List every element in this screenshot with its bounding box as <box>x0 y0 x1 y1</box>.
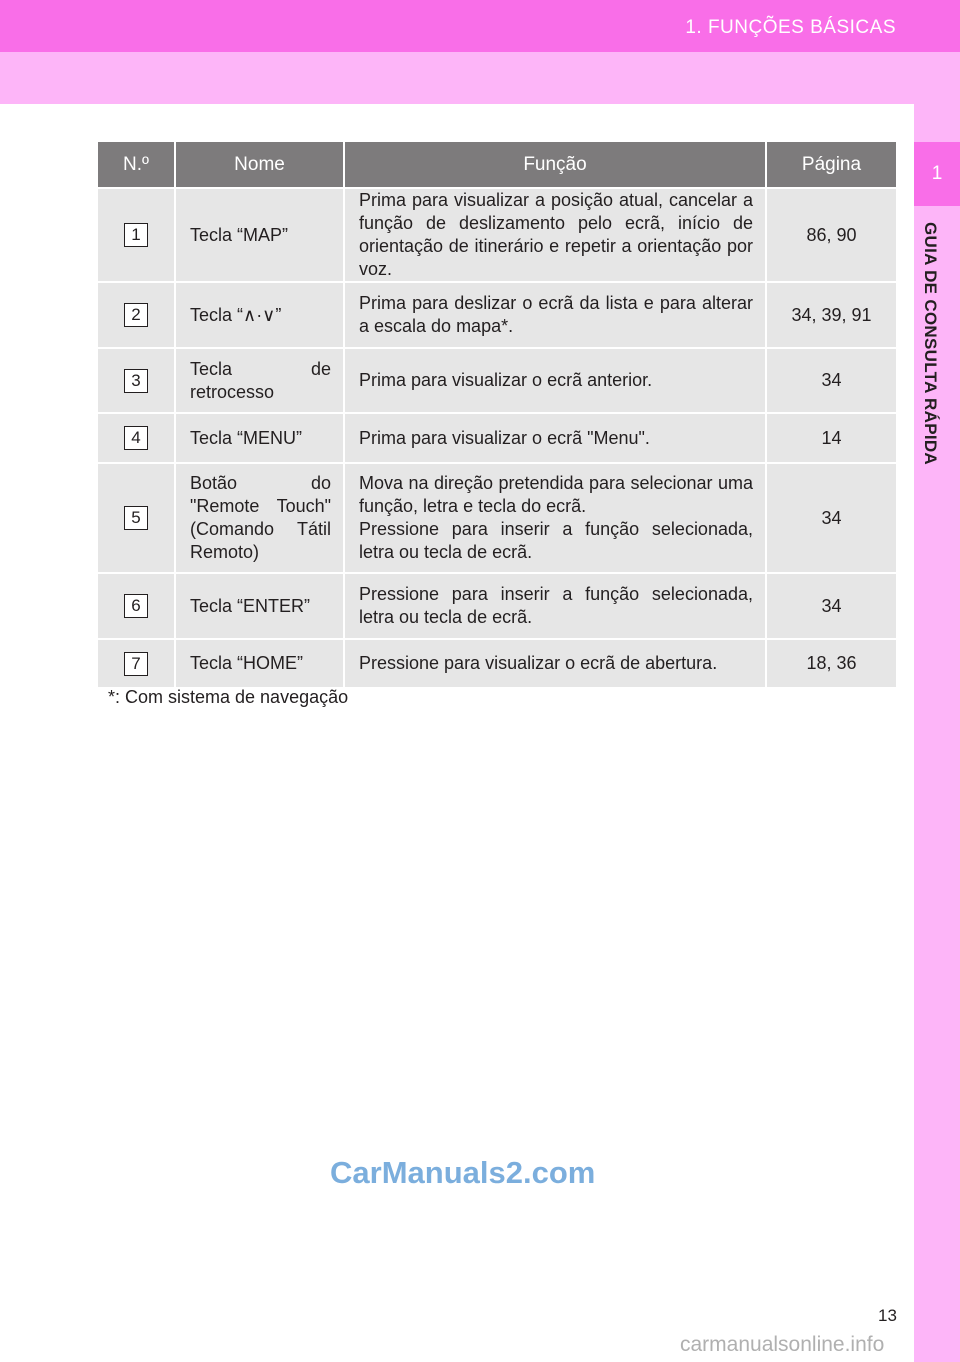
item-name: Tecla “∧·∨” <box>175 282 344 348</box>
table-row <box>97 463 897 573</box>
column-header-name: Nome <box>175 141 344 188</box>
item-function: Prima para visualizar a posição atual, cancelar a função de deslizamento pelo ecrã, início de orientação de itinerário e repetir a orientação por voz. <box>344 188 766 282</box>
table-row <box>97 573 897 639</box>
item-function: Pressione para inserir a função selecionada, letra ou tecla de ecrã. <box>344 573 766 639</box>
table-row <box>97 348 897 413</box>
item-name: Tecla “HOME” <box>175 639 344 688</box>
reference-table <box>96 140 898 689</box>
watermark: CarManuals2.com <box>330 1155 596 1190</box>
table-row <box>97 188 897 282</box>
item-page: 34 <box>766 348 897 413</box>
table-header-row <box>97 141 897 188</box>
item-number-box: 2 <box>124 303 148 327</box>
item-name: Botão do "Remote Touch" (Comando Tátil Remoto) <box>175 463 344 573</box>
footnote: *: Com sistema de navegação <box>108 687 349 707</box>
item-page: 34 <box>766 573 897 639</box>
item-function: Prima para visualizar o ecrã "Menu". <box>344 413 766 463</box>
table-row <box>97 282 897 348</box>
item-number-box: 4 <box>124 426 148 450</box>
item-name: Tecla “ENTER” <box>175 573 344 639</box>
item-number-box: 7 <box>124 652 148 676</box>
column-header-number: N.º <box>97 141 175 188</box>
table-row <box>97 639 897 688</box>
item-page: 18, 36 <box>766 639 897 688</box>
item-name: Tecla “MENU” <box>175 413 344 463</box>
page-number: 13 <box>878 1306 897 1325</box>
item-function: Mova na direção pretendida para selecionar uma função, letra e tecla do ecrã. Pressione para inserir a função selecionada, letra ou tecla de ecrã. <box>344 463 766 573</box>
column-header-page: Página <box>766 141 897 188</box>
column-header-function: Função <box>344 141 766 188</box>
table-row <box>97 413 897 463</box>
item-function: Pressione para visualizar o ecrã de abertura. <box>344 639 766 688</box>
item-name: Tecla de retrocesso <box>175 348 344 413</box>
item-name: Tecla “MAP” <box>175 188 344 282</box>
item-page: 34 <box>766 463 897 573</box>
item-number-box: 6 <box>124 594 148 618</box>
header-subbar <box>0 52 914 104</box>
item-page: 14 <box>766 413 897 463</box>
chapter-number: 1 <box>914 142 960 206</box>
item-page: 34, 39, 91 <box>766 282 897 348</box>
chapter-label: GUIA DE CONSULTA RÁPIDA <box>921 222 940 466</box>
item-function: Prima para visualizar o ecrã anterior. <box>344 348 766 413</box>
item-number-box: 5 <box>124 506 148 530</box>
site-mark: carmanualsonline.info <box>680 1333 885 1356</box>
header-bar <box>0 0 960 52</box>
section-title: 1. FUNÇÕES BÁSICAS <box>685 17 896 38</box>
item-page: 86, 90 <box>766 188 897 282</box>
item-number-box: 3 <box>124 369 148 393</box>
item-function: Prima para deslizar o ecrã da lista e para alterar a escala do mapa*. <box>344 282 766 348</box>
item-number-box: 1 <box>124 223 148 247</box>
